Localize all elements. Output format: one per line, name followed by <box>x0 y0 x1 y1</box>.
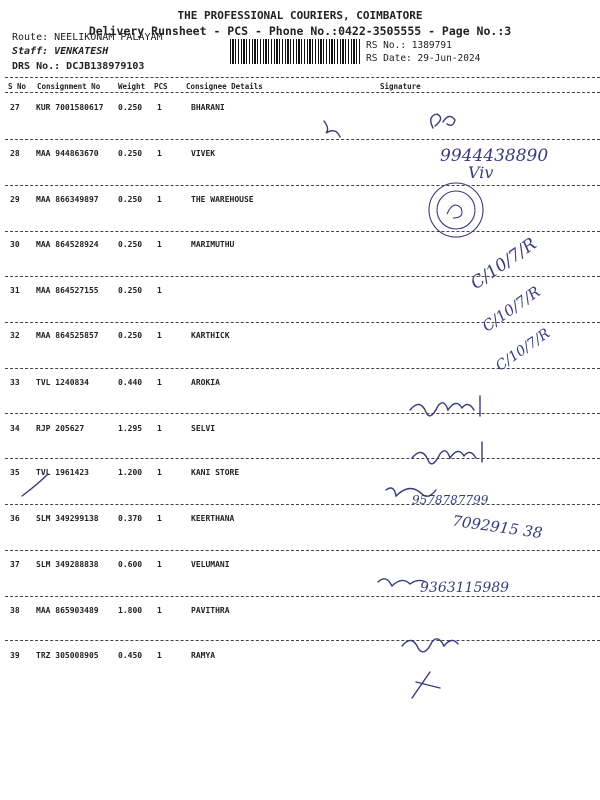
handwritten-date: C/10/7/R <box>467 234 541 294</box>
row-consignee: KARTHICK <box>191 331 230 340</box>
row-consignment-no: MAA 866349897 <box>36 195 99 204</box>
row-consignment-no: KUR 7001580617 <box>36 103 104 112</box>
row-consignment-no: TVL 1240834 <box>36 378 89 387</box>
row-weight: 0.440 <box>118 378 143 387</box>
signature-34 <box>412 442 482 464</box>
row-consignment-no: MAA 864528924 <box>36 240 99 249</box>
row-weight: 1.295 <box>118 424 143 433</box>
tick-mark <box>324 121 340 137</box>
row-weight: 1.200 <box>118 468 143 477</box>
col-consignee: Consignee Details <box>186 82 263 91</box>
rs-date: RS Date: 29-Jun-2024 <box>366 53 481 64</box>
rs-number: RS No.: 1389791 <box>366 40 452 51</box>
staff-label: Staff: VENKATESH <box>12 46 109 57</box>
handwritten-phone: 9944438890 <box>440 146 549 166</box>
row-pcs: 1 <box>157 240 162 249</box>
col-sno: S No <box>8 82 27 91</box>
row-weight: 0.600 <box>118 560 143 569</box>
row-consignment-no: TVL 1961423 <box>36 468 89 477</box>
row-consignee: THE WAREHOUSE <box>191 195 254 204</box>
signature-27 <box>431 114 455 128</box>
handwritten-date: C/10/7/R <box>478 282 544 336</box>
row-sno: 38 <box>10 606 20 615</box>
handwritten-phone: 9578787799 <box>412 493 489 507</box>
row-consignment-no: RJP 205627 <box>36 424 85 433</box>
row-consignee: SELVI <box>191 424 216 433</box>
row-pcs: 1 <box>157 331 162 340</box>
row-pcs: 1 <box>157 149 162 158</box>
row-sno: 35 <box>10 468 20 477</box>
row-sno: 32 <box>10 331 20 340</box>
handwritten-phone: 9363115989 <box>420 580 510 596</box>
row-weight: 0.250 <box>118 149 143 158</box>
row-sno: 33 <box>10 378 20 387</box>
drs-number: DRS No.: DCJB138979103 <box>12 61 145 72</box>
row-sno: 39 <box>10 651 20 660</box>
signature-38 <box>402 639 458 652</box>
row-sno: 37 <box>10 560 20 569</box>
row-consignee: AROKIA <box>191 378 220 387</box>
row-weight: 0.250 <box>118 195 143 204</box>
row-consignment-no: SLM 349299138 <box>36 514 99 523</box>
handwritten-phone: 7092915 38 <box>451 511 544 543</box>
row-consignee: RAMYA <box>191 651 216 660</box>
col-consignment: Consignment No <box>37 82 101 91</box>
signature-33 <box>410 396 480 416</box>
row-sno: 34 <box>10 424 20 433</box>
row-weight: 0.370 <box>118 514 143 523</box>
row-consignee: VIVEK <box>191 149 216 158</box>
row-sno: 36 <box>10 514 20 523</box>
col-signature: Signature <box>380 82 421 91</box>
signature-37 <box>378 579 426 586</box>
row-consignment-no: MAA 864527155 <box>36 286 99 295</box>
row-pcs: 1 <box>157 103 162 112</box>
handwritten-date: C/10/7/R <box>493 325 554 375</box>
col-weight: Weight <box>118 82 146 91</box>
handwritten-name: Viv <box>468 163 494 182</box>
stamp <box>429 183 483 237</box>
row-consignee: VELUMANI <box>191 560 230 569</box>
row-pcs: 1 <box>157 606 162 615</box>
row-consignment-no: MAA 944863670 <box>36 149 99 158</box>
runsheet-subtitle: Delivery Runsheet - PCS - Phone No.:0422-3505555 - Page No.:3 <box>88 24 512 38</box>
row-consignee: PAVITHRA <box>191 606 230 615</box>
row-consignment-no: MAA 865903489 <box>36 606 99 615</box>
row-sno: 31 <box>10 286 20 295</box>
row-sno: 29 <box>10 195 20 204</box>
row-pcs: 1 <box>157 424 162 433</box>
row-weight: 1.800 <box>118 606 143 615</box>
company-title: THE PROFESSIONAL COURIERS, COIMBATORE <box>177 9 423 22</box>
row-consignee: KANI STORE <box>191 468 240 477</box>
row-pcs: 1 <box>157 378 162 387</box>
row-weight: 0.450 <box>118 651 143 660</box>
row-consignment-no: SLM 349288838 <box>36 560 99 569</box>
route-label: Route: NEELIKONAM PALAYAM <box>12 32 163 43</box>
row-weight: 0.250 <box>118 103 143 112</box>
signature-35 <box>386 488 436 496</box>
row-pcs: 1 <box>157 195 162 204</box>
col-pcs: PCS <box>154 82 168 91</box>
signature-39 <box>412 672 440 698</box>
row-pcs: 1 <box>157 468 162 477</box>
row-pcs: 1 <box>157 514 162 523</box>
row-consignment-no: TRZ 305008905 <box>36 651 99 660</box>
row-weight: 0.250 <box>118 286 143 295</box>
row-sno: 28 <box>10 149 20 158</box>
row-pcs: 1 <box>157 286 162 295</box>
row-consignee: BHARANI <box>191 103 225 112</box>
row-sno: 27 <box>10 103 20 112</box>
row-consignee: MARIMUTHU <box>191 240 235 249</box>
row-weight: 0.250 <box>118 240 143 249</box>
row-consignment-no: MAA 864525857 <box>36 331 99 340</box>
row-weight: 0.250 <box>118 331 143 340</box>
row-consignee: KEERTHANA <box>191 514 235 523</box>
stray-mark <box>22 474 48 496</box>
row-pcs: 1 <box>157 651 162 660</box>
row-pcs: 1 <box>157 560 162 569</box>
row-sno: 30 <box>10 240 20 249</box>
